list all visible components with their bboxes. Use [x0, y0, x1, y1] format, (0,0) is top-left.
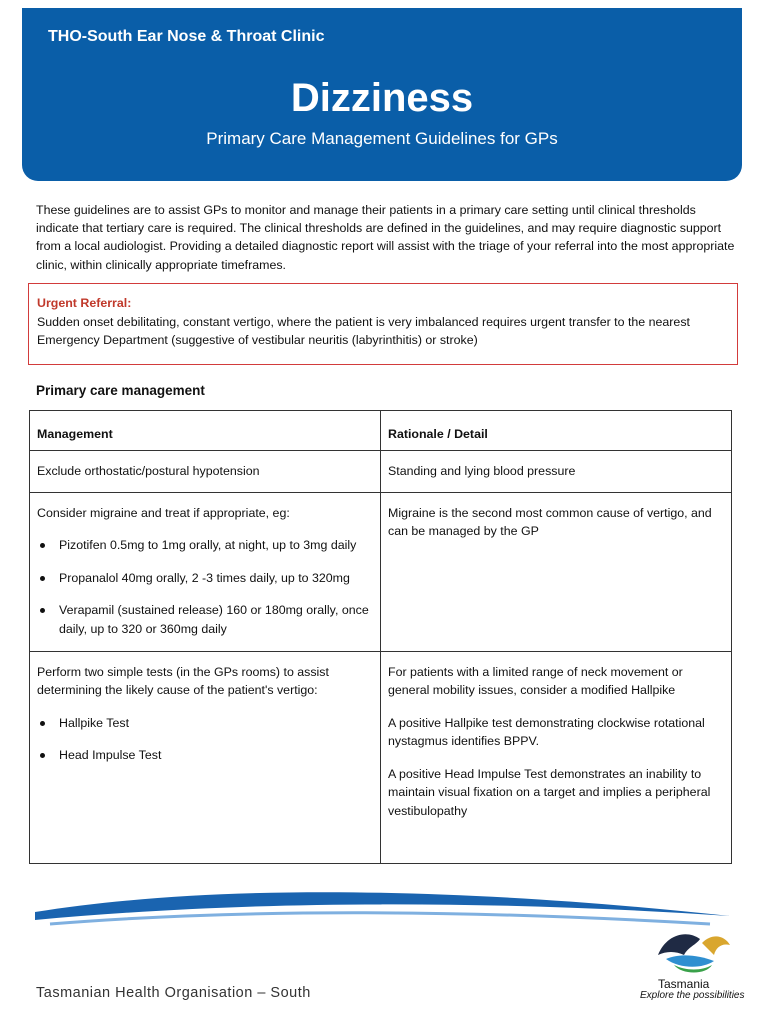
management-table — [29, 410, 732, 864]
header-banner — [22, 8, 742, 181]
row3-rationale-para: A positive Head Impulse Test demonstrates an inability to maintain visual fixation on a target and implies a peripheral vestibulopathy — [388, 766, 711, 818]
list-item: Propanalol 40mg orally, 2 -3 times daily, up to 320mg — [37, 569, 374, 588]
list-item: Hallpike Test — [37, 714, 374, 733]
row3-rationale-para: A positive Hallpike test demonstrating clockwise rotational nystagmus identifies BPPV. — [388, 715, 705, 748]
header-rationale: Rationale / Detail — [381, 411, 732, 451]
table-header-row — [30, 411, 732, 451]
row1-rationale: Standing and lying blood pressure — [381, 450, 732, 492]
row2-rationale: Migraine is the second most common cause of vertigo, and can be managed by the GP — [381, 492, 732, 651]
urgent-referral-box — [28, 283, 738, 365]
row3-management: Perform two simple tests (in the GPs rooms) to assist determining the likely cause of the patient's vertigo: — [37, 664, 329, 697]
list-item: Pizotifen 0.5mg to 1mg orally, at night, up to 3mg daily — [37, 536, 374, 555]
logo-tagline: Explore the possibilities — [640, 990, 745, 1001]
row1-management: Exclude orthostatic/postural hypotension — [30, 450, 381, 492]
row2-management: Consider migraine and treat if appropriate, eg: — [37, 505, 290, 520]
logo-wordmark: Tasmania — [658, 977, 710, 991]
urgent-referral-text: Sudden onset debilitating, constant vertigo, where the patient is very imbalanced requires urgent transfer to the nearest Emergency Department (suggestive of vestibular neuritis (labyrinthitis) or stroke) — [37, 314, 690, 347]
page-title: Dizziness — [290, 76, 474, 120]
list-item: Head Impulse Test — [37, 746, 374, 765]
table-row — [30, 450, 732, 492]
footer-swoosh — [30, 890, 735, 934]
row3-management-cell — [30, 651, 381, 863]
list-item: Verapamil (sustained release) 160 or 180mg orally, once daily, up to 320 or 360mg daily — [37, 601, 374, 638]
row3-rationale-para: For patients with a limited range of neck movement or general mobility issues, consider a modified Hallpike — [388, 664, 683, 697]
urgent-referral-title: Urgent Referral: — [37, 296, 132, 310]
table-row — [30, 651, 732, 863]
row2-management-cell — [30, 492, 381, 651]
table-row — [30, 492, 732, 651]
intro-paragraph: These guidelines are to assist GPs to monitor and manage their patients in a primary care setting until clinical thresholds indicate that tertiary care is required. The clinical thresholds are defined in the guidelines, and may require diagnostic support from a local audiologist. Providing a detailed diagnostic report will assist with the triage of your referral into the most appropriate clinic, within clinically appropriate timeframes. — [36, 203, 735, 272]
footer-organisation: Tasmanian Health Organisation – South — [36, 985, 311, 1001]
clinic-name: THO-South Ear Nose & Throat Clinic — [48, 28, 325, 45]
row3-rationale-cell — [381, 651, 732, 863]
page-subtitle: Primary Care Management Guidelines for GPs — [206, 129, 558, 148]
section-heading: Primary care management — [36, 383, 205, 398]
header-management: Management — [30, 411, 381, 451]
